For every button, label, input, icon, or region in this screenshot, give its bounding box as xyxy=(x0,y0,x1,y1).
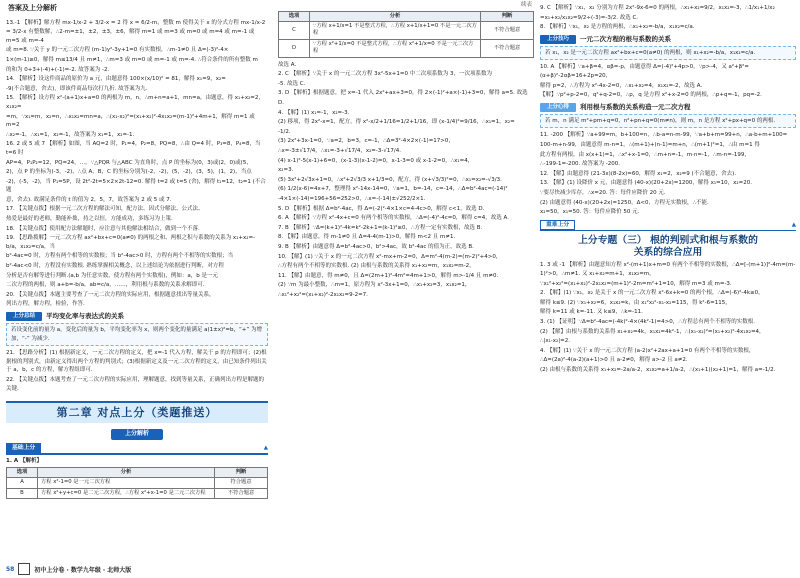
tip-summary-text: 若设变化前的量为 a，变化后的量为 b，平均变化率为 x，则两个变化的量满足 a(1±x)²=b，“+” 为增加，“-” 为减少. xyxy=(11,327,262,342)
table-cell: 不符合题意 xyxy=(481,22,534,40)
tip-insight-box xyxy=(540,114,796,129)
para: ∴Δ=(2a)²-4(a-2)(a+1)>0 且 a-2≠0，解得 a>-2 且 a≠2. xyxy=(540,357,688,364)
page-header-title: 答案及上分解析 xyxy=(8,4,57,12)
qr-code-icon xyxy=(18,563,30,575)
tip-skill-title: 一元二次方程的根与系数的关系 xyxy=(580,34,671,43)
para: =x₁+x₂/x₁x₂=9/2÷(-3)=-3/2. 故选 C. xyxy=(540,14,639,21)
left-column xyxy=(6,0,268,578)
table-row xyxy=(7,488,268,498)
tip-skill-text: 若 x₁，x₂ 是一元二次方程 ax²+bx+c=0(a≠0) 的两根，则 x₁+x₂=-b/a，x₁x₂=c/a. xyxy=(545,49,756,56)
tip-insight-heading xyxy=(540,103,796,112)
topic-title-line-1: 上分专题（三） 根的判别式和根与系数的 xyxy=(578,235,758,247)
para: ∴x₂=-1，∴x₁=1，x₂=-1，故答案为 x₁=1，x₂=-1. xyxy=(6,131,135,138)
para: 2. C 【解析】∵关于 x 的一元二次方程 3x²-5x+1=0 中二次项系数为 3，一次项系数为 xyxy=(278,71,492,78)
para: 11. 【解】由题意，得 m≠0，且 Δ=(2m+1)²-4m²=4m+1>0，解得 m>-1/4 且 m≠0. xyxy=(278,272,499,279)
para: 2. 【解】(1) ∵x₁，x₂ 是关于 x 的一元二次方程 x²-6x+k=0 的两个根，∴Δ=(-6)²-4k≥0， xyxy=(540,290,764,297)
para: 的和为 0+3+(-4)+(-1)=-2. 故答案为 -2. xyxy=(6,66,110,73)
para: 分析是否有解等进行判断.(a,b 为任意实数，使方程有两个实数根)，例如：a，b 是一元 xyxy=(6,272,219,279)
table-cell: 符合题意 xyxy=(215,478,268,488)
para: ∵x₁²+x₂²=(x₁+x₂)²-2x₁x₂=(m+1)²-2m=m²+1=10，解得 m=3 或 m=-3. xyxy=(540,280,732,287)
table-row xyxy=(7,478,268,488)
page-footer xyxy=(6,563,131,575)
para: -9(不合题意，舍去)，即该件商品每次打九折. 故答案为九. xyxy=(6,85,148,92)
table-cell: 不符合题意 xyxy=(215,488,268,498)
para: = 3/2-x 有整数解，∴2-m=±1，±2，±3，±6，解得 m=1 或 m=3 或 m=0 或 m=4 或 m=-1 或 m=5 或 m=-4 xyxy=(6,29,255,44)
para: D. xyxy=(278,100,284,106)
table-cell: D xyxy=(279,39,310,57)
para: (2) 由根与系数的关系得 x₁+x₂=-2a/a-2，x₁x₂=a+1/a-2，∴(x₁+1)(x₂+1)=1，解得 a=-1/2. xyxy=(540,367,776,373)
para: (2) 移项，得 2x²-x=1，配方，得 x²-x/2+1/16=1/2+1/16，即 (x-1/4)²=9/16，∴x₁=1，x₂= xyxy=(278,119,515,126)
para: 1. 3 或 -1 【解析】由题意知方程 x²-(m+1)x+m=0 有两个不相等的实数根，∴Δ=[-(m+1)]²-4m=(m-1)²>0，∴m≠1. 又 x₁+x₂=m+1，x₁x₂=m， xyxy=(540,262,796,278)
table-header: 选项 xyxy=(279,11,310,21)
para: 解得 k=11 或 k=-11. 又 k≤9，∴k=-11. xyxy=(540,309,643,316)
para: 14. 【解析】设这件商品的原价为 a 元，由题意得 100×(x/10)² = 81，解得 x₁=9，x₂= xyxy=(6,76,226,83)
para: -1/2. xyxy=(278,128,291,135)
para: =m，∵x₁=m，x₂=n，∴x₁x₂=mn=a，∴(x₁-x₂)²=(x₁+x₂)²-4x₁x₂=(m-1)²+4m+1，解得 m=1 或 m=2 xyxy=(6,113,255,129)
table-header: 判断 xyxy=(481,11,534,21)
table-cell: ∵方程 x²+1/x=0 不是整式方程，∴方程 x²+1/x=0 不是一元二次方程 xyxy=(310,39,481,57)
para: 13.-1 【解析】解方程 mx-1/x-2 + 3/2-x = 2 得 x = 6/2-m，整数 m 使得关于 x 的分式方程 mx-1/x-2 xyxy=(6,19,266,26)
para: 12. 【解】由题意得 (21-3x)(8-2x)=60，解得 x₁=2，x₂=9 (不合题意，舍去). xyxy=(540,170,737,177)
para: 3. D 【解析】根据题意，把 x=-1 代入 2x²+ax+3=0，得 2×(-1)²+a×(-1)+3=0，解得 a=5. 故选 xyxy=(278,90,528,97)
table-cell: C xyxy=(279,22,310,40)
para: 7. B 【解析】∵Δ=(k+1)²-4k=k²-2k+1=(k-1)²≥0，∴方程一定有实数根，故选 B. xyxy=(278,224,483,231)
basic-section-label: 基础上分 xyxy=(6,443,41,454)
hard-section-heading xyxy=(540,220,796,232)
table-continued-label: 续表 xyxy=(520,2,532,8)
para: (2) 【解】由根与系数的关系得 x₁+x₂=4k，x₁x₂=4k²-1，∴(x₁-x₂)²=(x₁+x₂)²-4x₁x₂=4， xyxy=(540,328,765,335)
para: 此方程有两根，由 x(x+1)=1，∴x²+x-1=0，∴m+n=-1，m·n=-1，∴m-n=-199， xyxy=(540,151,750,158)
para: ∴|x₁-x₂|=2. xyxy=(540,338,570,345)
page-number: 58 xyxy=(6,565,15,573)
para: 10. A 【解析】∵a+β=4，αβ=-p，由题意得 Δ=(-4)²+4p>0，∵p>-4，又 a²+β²=(α+β)²-2αβ=16+2p=20， xyxy=(540,64,749,79)
para: 4. 【解】(1) x₁=-1，x₂=-3. xyxy=(278,109,350,116)
para: ∴方程有两个不相等的实数根. (2) 由根与系数的关系得 x₁+x₂=m，x₁x₂=m-2， xyxy=(278,263,475,270)
tip-summary-box xyxy=(6,323,268,346)
para: (2) 由题意得 (40-x)(20+2x)=1250，Δ<0，方程无实数根，∴不能. xyxy=(540,199,709,206)
tip-insight-title: 利用根与系数的关系构造一元二次方程 xyxy=(580,102,691,111)
para: 8. 【解析】∵x₁，x₂ 是方程的两根，∴x₁+x₂=-b/a，x₁x₂=c/a. xyxy=(540,24,695,31)
para: 16. 2 或 5 或 7 【解析】如图，当 AQ=2 时，P₁=4，P₂=8，PQ=8，∴由 Q=4 时，P₃=8，P₄=8，当 t=6 时 xyxy=(6,141,261,156)
tip-insight-label: 上分心得 xyxy=(540,103,576,112)
table-header: 分析 xyxy=(38,467,215,477)
tip-summary-heading xyxy=(6,312,268,321)
para: 或 m=8. ∵关于 y 的一元二次方程 (m-1)y²-3y+1=0 有实数根，∴m-1≠0 且 Δ=(-3)²-4× xyxy=(6,47,229,54)
para: b²-4ac=0 时，方程有两个相等的实数根；当 b²-4ac>0 时，方程有两个不相等的实数根；当 xyxy=(6,253,234,260)
table-cell: 方程 x²-1=0 是一元二次方程 xyxy=(38,478,215,488)
table-cell: A xyxy=(7,478,38,488)
para: 15. 【解析】设方程 x²-(a+1)x+a=0 的两根为 m，n，∴m+n=a+1，mn=a，由题意，得 x₁+x₂=2，x₁x₂= xyxy=(6,95,264,110)
table-header: 判断 xyxy=(215,467,268,477)
tip-insight-text: 若 m，n 满足 m²+pm+q=0，n²+pn+q=0(m≠n)，则 m，n 是方程 x²+px+q=0 的两根. xyxy=(545,117,776,124)
tip-summary-title: 平均变化率与表达式的关系 xyxy=(46,312,124,321)
para: 13. 【解】(1) 设降价 x 元，由题意得 (40-x)(20+2x)=1200，解得 x₁=10，x₂=20. xyxy=(540,180,752,187)
tip-summary-label: 上分总结 xyxy=(6,312,42,321)
para: 意，舍去). 故满足条件的 t 的值为 2，5，7，故答案为 2 或 5 或 7. xyxy=(6,196,172,203)
table-cell: 方程 x²+y+c=0 是二元二次方程，∴方程 x²+x-1=0 是二元二次方程 xyxy=(38,488,215,498)
para: b²-4ac<0 时，方程没有实数根. 熟练掌握相关概念，以上述结论为依据进行判断，对方程 xyxy=(6,263,224,270)
para: 热爱是最好的老师，勤能补拙，持之以恒，方能成功，多练习为上策. xyxy=(6,216,173,223)
question-1-label: 1. A 【解析】 xyxy=(6,458,43,465)
analysis-table-1 xyxy=(6,467,268,499)
para: x₂=50，x₁=50. 答：每件应降价 50 元. xyxy=(540,209,640,216)
pin-icon: ▲ xyxy=(791,221,796,228)
para: ∴x₁²+x₂²=(x₁+x₂)²-2x₁x₂=9-2=7. xyxy=(278,291,368,298)
para: 100-m+n-99，由题意得 m-n=1，∴(m+1)+(n-1)=m+n，∴(m+1)²=1，∴由 m=1 得 xyxy=(540,141,760,148)
left-paragraphs-a xyxy=(6,19,268,309)
para: 3. (1) 【证明】∵Δ=b²-4ac=(-4k)²-4×(4k²-1)=4>0，∴方程总有两个不相等的实数根. xyxy=(540,319,755,326)
tip-skill-label: 上分技巧 xyxy=(540,35,576,44)
para: 解得 k≤9. (2) ∵x₁+x₂=6，x₁x₂=k，由 x₁²x₂²-x₁-x₂=115，得 k²-6=115， xyxy=(540,299,731,306)
table-cell: 不符合题意 xyxy=(481,39,534,57)
table-header-row xyxy=(7,467,268,477)
basic-section-heading xyxy=(6,443,268,456)
para: 6. A 【解析】∵方程 x²-4x+c=0 有两个相等的实数根，∴Δ=(-4)²-4c=0，解得 c=4，故选 A. xyxy=(278,215,509,222)
chapter-title: 第二章 对点上分（类题推送） xyxy=(56,405,218,419)
para: -5. 故选 C. xyxy=(278,80,306,87)
para: 8. 【解】由题意，得 m-1≠0 且 Δ=4-4(m-1)>0，解得 m<2 且 m≠1. xyxy=(278,234,456,241)
para: 21. 【思路分析】(1) 根据新定义，一元二次方程的定义，把 x=-1 代入方程，解关于 p 的方程即可；(2)根据根的判别式，由新定义得出两个方程的判别式；(3)根据新定义及一元二次方程的定义，由已知条件列出关于 a，b，c 的方程，解方程组即可. xyxy=(6,350,267,374)
para: x₂=3. xyxy=(278,167,294,174)
para: 19. 【思路拨解】一元二次方程 ax²+bx+c=0(a≠0) 的两根之和、两根之积与系数的关系为 x₁+x₂=-b/a，x₁x₂=c/a，当 xyxy=(6,235,256,250)
table-cell: ∵方程 x+1/x=1 不是整式方程，∴方程 x+1/x+1=0 不是一元二次方程 xyxy=(310,22,481,40)
topic-title-line-2: 关系的综合应用 xyxy=(633,246,703,258)
para: 9. C 【解析】∵x₁，x₂ 分别为方程 2x²-9x-6=0 的两根，∴x₁+x₂=9/2，x₁x₂=-3，∴1/x₁+1/x₂ xyxy=(540,5,775,11)
pin-icon: ▲ xyxy=(263,444,268,451)
para: (5) 3x²+2√3x+1=0，∴x²+2√3/3 x+1/3=0，配方，得 (x+√3/3)²=0，∴x₁=x₂=-√3/3. xyxy=(278,176,502,183)
para: 列出方程，解方程，检验，作答. xyxy=(6,301,85,308)
tip-skill-box xyxy=(540,46,796,61)
para: 4. 【解】(1) ∵关于 x 的一元二次方程 (a-2)x²+2ax+a+1=0 有两个不相等的实数根， xyxy=(540,347,755,354)
chapter-title-banner xyxy=(6,401,268,423)
analysis-table-2 xyxy=(278,11,534,58)
para: 【解】∵p²+p-2=0，q²+q-2=0，∴p，q 是方程 x²+x-2=0 的两根，∴p+q=-1，pq=-2. xyxy=(540,92,762,99)
para: 2)，点 P 的坐标为(-3，-2)，∴点 A，B，C 的坐标分别为(-2，-2)，(5，-2)，(3，5)，(1，2)，当点 xyxy=(6,169,252,176)
para: ∵要尽快减少库存，∴x=20. 答：每件应降价 20 元. xyxy=(540,189,666,196)
para: (2) ∵m 为最小整数，∴m=1，原方程为 x²-3x+1=0，∴x₁+x₂=3，x₁x₂=1， xyxy=(278,282,471,289)
para: 22. 【关键点拨】本题考查了一元二次方程的实际应用，理解题意，找到等量关系，正确列出方程是解题的关键. xyxy=(6,376,264,392)
para: 9. B 【解析】由题意得 Δ=b²-4ac>0，b²>4ac，故 b²-4ac 的值为正，故选 B. xyxy=(278,243,474,250)
para: 17. 【关键点拨】根据一元二次方程的解法可知，配方法、因式分解法、公式法、 xyxy=(6,206,204,213)
analysis-banner xyxy=(6,429,268,440)
para: 18. 【关键点拨】使用配方法解题时，应注意与其他解法相结合，做到一个不落. xyxy=(6,225,200,232)
para: 故选 A. xyxy=(278,61,297,68)
table-cell: B xyxy=(7,488,38,498)
table-row xyxy=(279,39,534,57)
para: -2)，(-5，-2)，当 P₁=5P，设 2t²-2t=5×2×2t-12=0. 解得 t=2 或 t=5 (舍)，解得 t₁=12，t₂=1 (不合题 xyxy=(6,178,266,194)
para: (3) 2x²+3x-1=0，∵a=2，b=3，c=-1，∴Δ=3²-4×2×(-1)=17>0， xyxy=(278,138,454,145)
para: ∴x=-3±√17/4，∴x₁=-3+√17/4，x₂=-3-√17/4. xyxy=(278,147,401,154)
table-row xyxy=(279,22,534,40)
para: AP=4，P₁P₂=12，PQ=24，…，∵△PQR 与△ABC 为直角时，点 P 的坐标为(0，3)或(2，0)或(5， xyxy=(6,159,252,166)
para: 20. 【关键点拨】本题主要考查了一元二次方程的实际应用，根据题意找出等量关系， xyxy=(6,291,215,298)
book-title: 初中上分卷 · 数学九年级 · 北师大版 xyxy=(34,566,132,574)
para: 1×(m-1)≥0，解得 m≤13/4 且 m≠1，∴m=3 或 m=0 或 m=-1 或 m=-4. ∴符合条件的所有整数 m xyxy=(6,56,258,63)
table-header: 分析 xyxy=(310,11,481,21)
topic-title xyxy=(540,237,796,257)
hard-section-label: 重难上分 xyxy=(540,220,575,231)
table-header-row xyxy=(279,11,534,21)
para: 解得 p=2，∴方程为 x²-4x-2=0，∴x₁+x₂=4，x₁x₂=-2，故选 A. xyxy=(540,82,703,89)
para: 二次方程的两根，则 a+b=-b/a，ab=c/a，……，利用根与系数的关系求解即可. xyxy=(6,282,205,289)
para: ∴-199-1=-200. 故答案为 -200. xyxy=(540,161,621,168)
para: 5. D 【解析】根据 Δ=b²-4ac，得 Δ=(-2)²-4×1×c=4-4c>0，解得 c<1，故选 D. xyxy=(278,205,485,212)
para: (6) 1/2(x-6)=4x+7，整理得 x²-14x-14=0，∵a=1，b=-14，c=-14，∴Δ=b²-4ac=(-14)² xyxy=(278,186,508,193)
para: 10. 【解】(1) ∵关于 x 的一元二次方程 x²-mx+m-2=0，Δ=m²-4(m-2)=(m-2)²+4>0， xyxy=(278,253,502,260)
para: (4) x-1)²-5(x-1)+6=0，(x-1-3)(x-1-2)=0，x-1-3=0 或 x-1-2=0，∴x₁=4， xyxy=(278,157,474,164)
right-column xyxy=(540,0,796,578)
table-header: 选项 xyxy=(7,467,38,477)
para: -4×1×(-14)=196+56=252>0，∴x=-(-14)±√252/2×1. xyxy=(278,195,426,202)
tip-skill-heading xyxy=(540,35,796,44)
middle-column xyxy=(278,0,534,578)
analysis-banner-label: 上分解析 xyxy=(111,429,163,440)
para: 11. -200 【解析】∵a+99=m，b+100=n，∴b-a=n-m-99，∵a+b+m=99+n，∴a-b+m+100= xyxy=(540,132,788,139)
